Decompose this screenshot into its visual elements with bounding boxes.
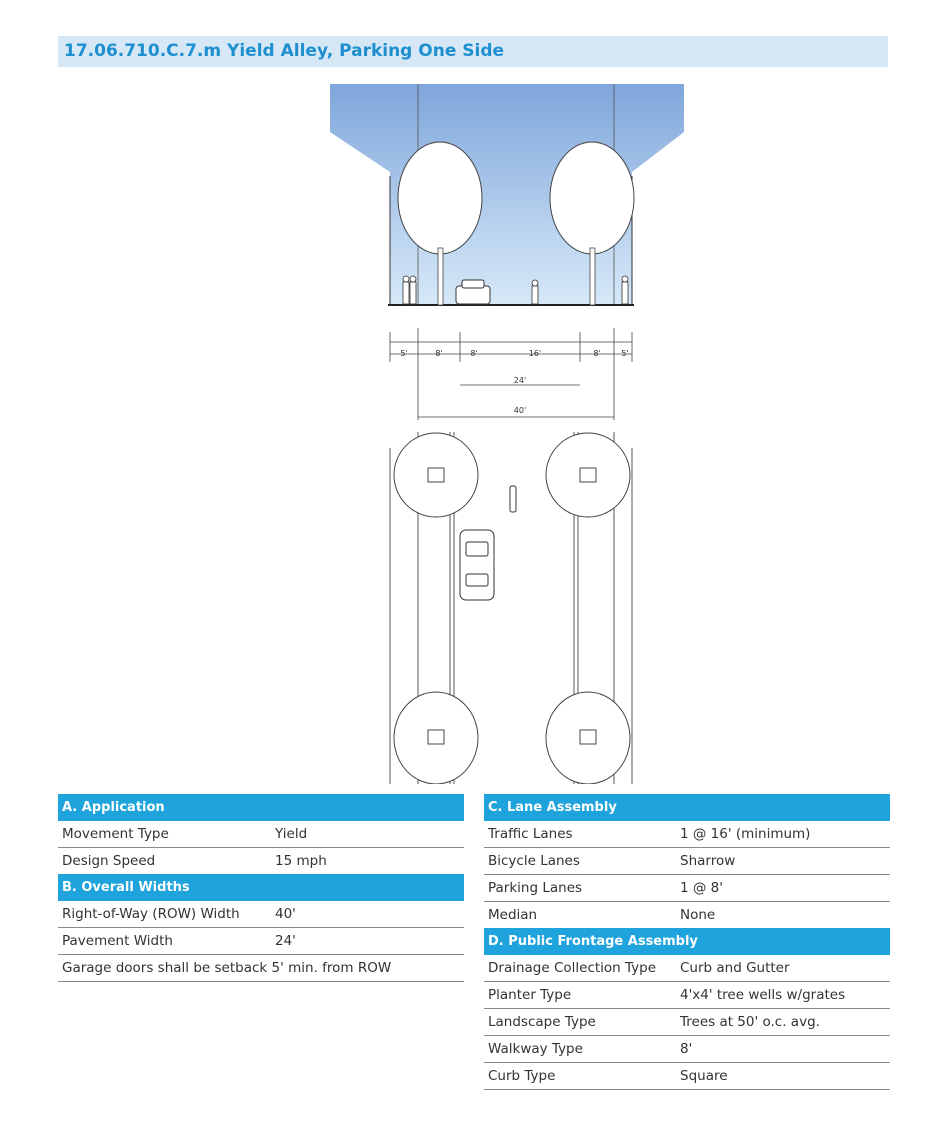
- row-value: 4'x4' tree wells w/grates: [680, 987, 846, 1003]
- table-row: [58, 848, 464, 874]
- table-row: [58, 901, 464, 928]
- row-label: Planter Type: [488, 987, 572, 1003]
- dim-label: 16': [528, 349, 542, 358]
- table-row: [484, 848, 890, 875]
- table-row: [484, 1063, 890, 1090]
- row-value: Trees at 50' o.c. avg.: [680, 1014, 820, 1030]
- row-label: Drainage Collection Type: [488, 960, 657, 976]
- row-value: 40': [275, 906, 296, 922]
- row-label: Parking Lanes: [488, 880, 583, 896]
- dim-label: 8': [470, 349, 478, 358]
- right-spec-table: [484, 794, 890, 1090]
- note-row: [58, 955, 464, 982]
- row-label: Design Speed: [62, 853, 156, 869]
- left-spec-table: [58, 794, 464, 982]
- cyclist-icon: [532, 280, 538, 304]
- row-value: Square: [680, 1068, 728, 1084]
- table-row: [484, 955, 890, 982]
- table-row: [484, 1036, 890, 1063]
- row-label: Walkway Type: [488, 1041, 583, 1057]
- title-bar: [58, 36, 888, 67]
- table-row: [484, 982, 890, 1009]
- row-label: Bicycle Lanes: [488, 853, 580, 869]
- row-label: Pavement Width: [62, 933, 173, 949]
- row-label: Movement Type: [62, 826, 169, 842]
- setback-note: Garage doors shall be setback 5' min. from ROW: [62, 960, 392, 976]
- section-b-header: B. Overall Widths: [58, 874, 464, 901]
- section-c-header: C. Lane Assembly: [484, 794, 890, 821]
- row-label: Landscape Type: [488, 1014, 596, 1030]
- table-row: [484, 821, 890, 848]
- row-value: Yield: [275, 826, 308, 842]
- table-row: [484, 875, 890, 902]
- dim-label: 5': [400, 349, 408, 358]
- table-row: [58, 928, 464, 955]
- row-value: 1 @ 16' (minimum): [680, 826, 811, 842]
- page-title: 17.06.710.C.7.m Yield Alley, Parking One Side: [64, 41, 505, 61]
- row-value: 1 @ 8': [680, 880, 723, 896]
- row-label: Right-of-Way (ROW) Width: [62, 906, 240, 922]
- elevation-view: [330, 84, 684, 305]
- section-a-header: A. Application: [58, 794, 464, 821]
- car-plan-icon: [460, 530, 494, 600]
- dimension-lines: [390, 328, 632, 420]
- table-row: [484, 902, 890, 928]
- dim-label: 8': [435, 349, 443, 358]
- dim-label: 8': [593, 349, 601, 358]
- row-label: Curb Type: [488, 1068, 556, 1084]
- bicycle-plan-icon: [510, 486, 516, 512]
- pedestrian-icon: [622, 276, 628, 304]
- row-value: 8': [680, 1041, 693, 1057]
- row-value: Curb and Gutter: [680, 960, 790, 976]
- table-row: [58, 821, 464, 848]
- dim-label: 40': [513, 406, 527, 415]
- row-value: 15 mph: [275, 853, 327, 869]
- street-section-drawing: [320, 80, 686, 784]
- dim-label: 5': [621, 349, 629, 358]
- row-value: None: [680, 907, 716, 923]
- dim-label: 24': [513, 376, 527, 385]
- row-label: Median: [488, 907, 538, 923]
- row-label: Traffic Lanes: [488, 826, 573, 842]
- table-row: [484, 1009, 890, 1036]
- row-value: Sharrow: [680, 853, 736, 869]
- row-value: 24': [275, 933, 296, 949]
- section-d-header: D. Public Frontage Assembly: [484, 928, 890, 955]
